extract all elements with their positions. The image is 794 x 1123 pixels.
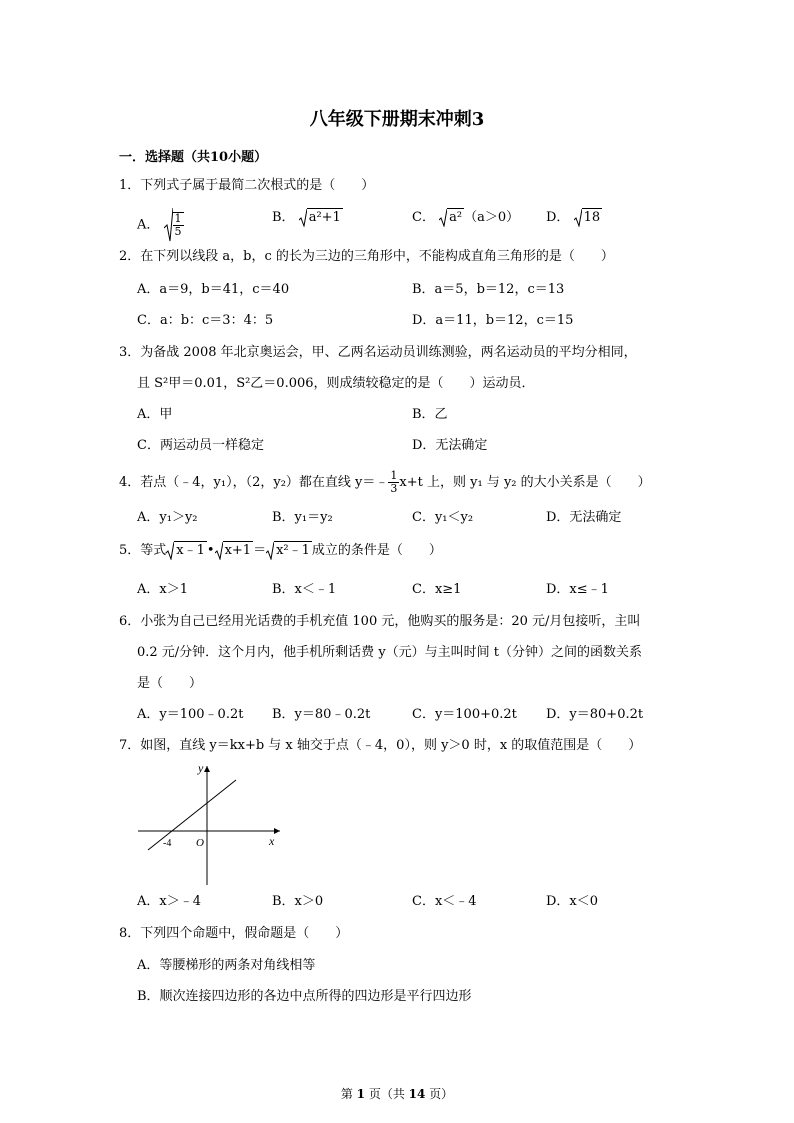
q4-fraction [388,470,399,495]
page-title: 八年级下册期末冲刺3 [309,109,485,130]
page-footer [0,1085,794,1102]
q4-option-a: A．y₁＞y₂ [137,510,198,525]
radical-sign-icon [266,542,274,560]
q1-a-radical [164,208,184,242]
footer-suffix: 页） [425,1087,454,1101]
radical-sign-icon [166,542,174,560]
q7-line [148,780,236,850]
q7-option-c: C．x＜﹣4 [412,894,477,909]
x-axis-arrow-icon [274,828,280,834]
q5-radical-2 [215,541,254,560]
q6-option-a: A．y＝100﹣0.2t [137,707,244,722]
q8-option-b: B．顺次连接四边形的各边中点所得的四边形是平行四边形 [137,989,472,1004]
q2-stem: 2．在下列以线段 a，b，c 的长为三边的三角形中，不能构成直角三角形的是（ ） [119,249,614,264]
q4-stem-end: x+t 上，则 y₁ 与 y₂ 的大小关系是（ ） [399,475,651,490]
q1-option-d [546,208,602,227]
y-axis-arrow-icon [204,766,210,772]
q5-option-d: D．x≤﹣1 [546,582,609,597]
footer-middle: 页（共 [365,1087,409,1101]
q4-fraction-numerator: 1 [390,469,398,482]
q1-c-label: C． [412,210,435,225]
q8-stem: 8．下列四个命题中，假命题是（ ） [119,926,349,941]
q7-option-d: D．x＜0 [546,894,599,909]
q3-option-a: A．甲 [137,407,173,422]
q1-a-denominator: 5 [174,225,182,238]
q4-fraction-denominator: 3 [390,482,398,495]
q6-stem-line2: 0.2 元/分钟．这个月内，他手机所剩话费 y（元）与主叫时间 t（分钟）之间的函数关系 [137,645,643,660]
q5-radical-1 [166,541,207,560]
q6-option-b: B．y＝80﹣0.2t [272,707,371,722]
x-axis-label: x [269,834,275,848]
q7-stem: 7．如图，直线 y＝kx+b 与 x 轴交于点（﹣4，0），则 y＞0 时，x 的取值范围是（ ） [119,738,642,753]
q3-option-c: C．两运动员一样稳定 [137,438,264,453]
q5-option-c: C．x≥1 [412,582,462,597]
q1-option-c [412,208,519,227]
q1-option-a [137,208,184,242]
q1-a-label: A． [137,217,160,233]
q5-radicand-1: x﹣1 [176,543,205,558]
q2-option-a: A．a＝9，b＝41，c＝40 [137,282,290,297]
radical-sign-icon [164,208,173,242]
q2-option-c: C．a：b：c＝3：4：5 [137,313,274,328]
q6-option-c: C．y＝100+0.2t [412,707,517,722]
q4-option-b: B．y₁＝y₂ [272,510,333,525]
origin-label: O [196,837,204,849]
q5-option-b: B．x＜﹣1 [272,582,337,597]
q6-option-d: D．y＝80+0.2t [546,707,644,722]
q1-c-condition: （a＞0） [464,210,520,225]
q3-stem-line2: 且 S²甲＝0.01，S²乙＝0.006，则成绩较稳定的是（ ）运动员． [137,376,535,391]
q3-option-b: B．乙 [412,407,448,422]
q4-option-d: D．无法确定 [546,510,622,525]
footer-page-number: 1 [356,1087,365,1101]
radical-sign-icon [439,209,447,227]
q4-stem-start: 4．若点（﹣4，y₁），（2，y₂）都在直线 y＝﹣ [119,475,389,490]
q1-c-radical [439,208,464,227]
q1-d-radicand: 18 [583,210,601,225]
q8-option-a: A．等腰梯形的两条对角线相等 [137,958,316,973]
q5-stem-end: 成立的条件是（ ） [311,543,442,558]
q1-b-radicand: a²+1 [308,210,341,225]
q1-stem: 1．下列式子属于最简二次根式的是（ ） [119,178,375,193]
section-heading: 一．选择题（共10小题） [119,150,268,165]
q5-dot: • [206,543,215,558]
q3-option-d: D．无法确定 [412,438,488,453]
q7-graph [130,760,290,890]
y-axis-label: y [198,761,204,775]
radical-sign-icon [574,209,582,227]
q5-stem-start: 5．等式 [119,543,167,558]
q1-a-numerator: 1 [174,212,182,225]
q4-stem [119,470,651,495]
q6-stem-line1: 6．小张为自己已经用光话费的手机充值 100 元，他购买的服务是：20 元/月包接听，主叫 [119,614,641,629]
q7-option-b: B．x＞0 [272,894,324,909]
q6-stem-line3: 是（ ） [137,676,203,691]
q4-option-c: C．y₁＜y₂ [412,510,474,525]
footer-prefix: 第 [340,1087,357,1101]
radical-sign-icon [215,542,223,560]
q5-radicand-2: x+1 [224,543,252,558]
q5-radicand-3: x²﹣1 [276,543,310,558]
q1-d-radical [574,208,603,227]
q2-option-d: D．a＝11，b＝12，c＝15 [412,313,574,328]
q1-option-b [272,208,343,227]
q5-option-a: A．x＞1 [137,582,188,597]
footer-total-pages: 14 [408,1087,426,1101]
q1-d-label: D． [546,210,570,225]
q5-equals: ＝ [253,543,267,558]
q1-c-radicand: a² [449,210,463,225]
radical-sign-icon [299,209,307,227]
tick-label: -4 [163,838,172,849]
q3-stem-line1: 3．为备战 2008 年北京奥运会，甲、乙两名运动员训练测验，两名运动员的平均分相同， [119,345,637,360]
q1-b-radical [299,208,343,227]
q1-b-label: B． [272,210,295,225]
q5-stem [119,541,442,560]
q5-radical-3 [266,541,312,560]
q2-option-b: B．a＝5，b＝12，c＝13 [412,282,565,297]
q7-option-a: A．x＞﹣4 [137,894,201,909]
